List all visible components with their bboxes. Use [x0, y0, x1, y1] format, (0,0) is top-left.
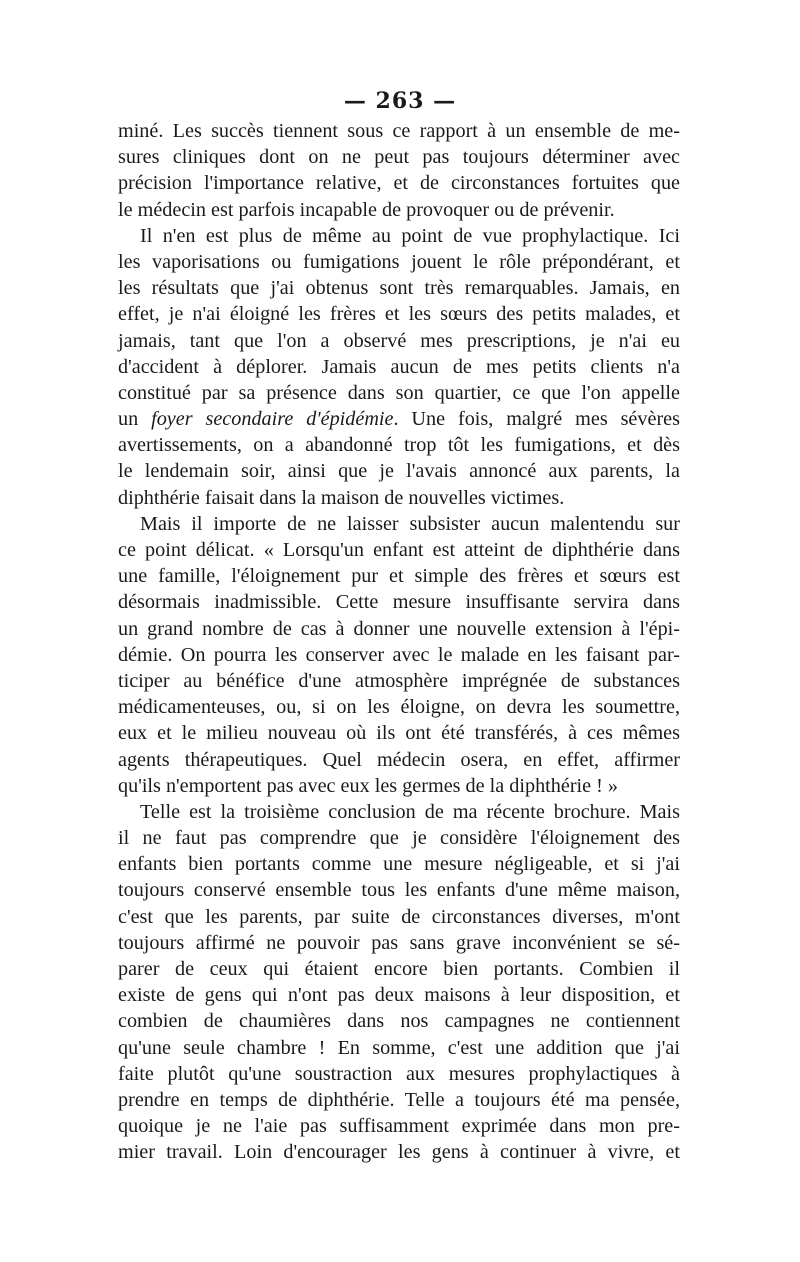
- text-line: précision l'importance relative, et de circonstances fortuites que: [118, 172, 680, 195]
- text-line: avertissements, on a abandonné trop tôt les fumigations, et dès: [118, 434, 680, 457]
- text-line: [118, 406, 680, 432]
- text-line: d'accident à déplorer. Jamais aucun de mes petits clients n'a: [118, 355, 680, 378]
- text-line: combien de chaumières dans nos campagnes ne contiennent: [118, 1010, 680, 1033]
- text-line: médicamenteuses, ou, si on les éloigne, on devra les soumettre,: [118, 696, 680, 719]
- text-line: agents thérapeutiques. Quel médecin osera, en effet, affirmer: [118, 748, 680, 771]
- text-line: le médecin est parfois incapable de provoquer ou de prévenir.: [118, 198, 615, 221]
- text-line: démie. On pourra les conserver avec le malade en les faisant par-: [118, 643, 680, 666]
- text-line: diphthérie faisait dans la maison de nouvelles victimes.: [118, 486, 565, 509]
- text-line: ticiper au bénéfice d'une atmosphère imprégnée de substances: [118, 669, 680, 692]
- text-line: un grand nombre de cas à donner une nouvelle extension à l'épi-: [118, 617, 680, 640]
- text-line: toujours conservé ensemble tous les enfants d'une même maison,: [118, 879, 680, 902]
- text-line: une famille, l'éloignement pur et simple des frères et sœurs est: [118, 565, 680, 588]
- text-line: constitué par sa présence dans son quartier, ce que l'on appelle: [118, 381, 680, 404]
- italic-phrase: foyer secondaire d'épidémie: [151, 408, 394, 431]
- text-line: toujours affirmé ne pouvoir pas sans grave inconvénient se sé-: [118, 931, 680, 954]
- text-line: quoique je ne l'aie pas suffisamment exprimée dans mon pre-: [118, 1115, 680, 1138]
- text-line: le lendemain soir, ainsi que je l'avais annoncé aux parents, la: [118, 460, 680, 483]
- text-line: sures cliniques dont on ne peut pas toujours déterminer avec: [118, 146, 680, 169]
- text-line: existe de gens qui n'ont pas deux maisons à leur disposition, et: [118, 984, 680, 1007]
- text-line: effet, je n'ai éloigné les frères et les sœurs des petits malades, et: [118, 303, 680, 326]
- text-line: eux et le milieu nouveau où ils ont été transférés, à ces mêmes: [118, 722, 680, 745]
- text-line: Mais il importe de ne laisser subsister aucun malentendu sur: [140, 512, 680, 535]
- text-line: désormais inadmissible. Cette mesure insuffisante servira dans: [118, 591, 680, 614]
- page-number: — 263 —: [343, 88, 457, 114]
- text-line: ce point délicat. « Lorsqu'un enfant est atteint de diphthérie dans: [118, 539, 680, 561]
- text-line: enfants bien portants comme une mesure négligeable, et si j'ai: [118, 853, 680, 876]
- text-line: qu'ils n'emportent pas avec eux les germes de la diphthérie ! »: [118, 774, 619, 797]
- text-line: c'est que les parents, par suite de circonstances diverses, m'ont: [118, 905, 680, 928]
- text-line: Il n'en est plus de même au point de vue prophylactique. Ici: [140, 224, 680, 247]
- text-line-start: un: [118, 408, 152, 431]
- text-line: miné. Les succès tiennent sous ce rapport à un ensemble de me-: [118, 120, 680, 142]
- text-line-end: . Une fois, malgré mes sévères: [393, 408, 680, 431]
- text-line: mier travail. Loin d'encourager les gens à continuer à vivre, et: [118, 1141, 680, 1164]
- body-text: [118, 118, 680, 1166]
- text-line: prendre en temps de diphthérie. Telle a toujours été ma pensée,: [118, 1088, 680, 1111]
- text-line: jamais, tant que l'on a observé mes prescriptions, je n'ai eu: [118, 329, 680, 352]
- text-line: qu'une seule chambre ! En somme, c'est une addition que j'ai: [118, 1036, 680, 1059]
- text-line: faite plutôt qu'une soustraction aux mesures prophylactiques à: [118, 1062, 680, 1085]
- text-line: il ne faut pas comprendre que je considère l'éloignement des: [118, 827, 680, 850]
- text-line: les résultats que j'ai obtenus sont très remarquables. Jamais, en: [118, 277, 680, 300]
- text-line: les vaporisations ou fumigations jouent le rôle prépondérant, et: [118, 250, 680, 273]
- text-line: parer de ceux qui étaient encore bien portants. Combien il: [118, 958, 680, 980]
- text-line: Telle est la troisième conclusion de ma récente brochure. Mais: [140, 800, 680, 823]
